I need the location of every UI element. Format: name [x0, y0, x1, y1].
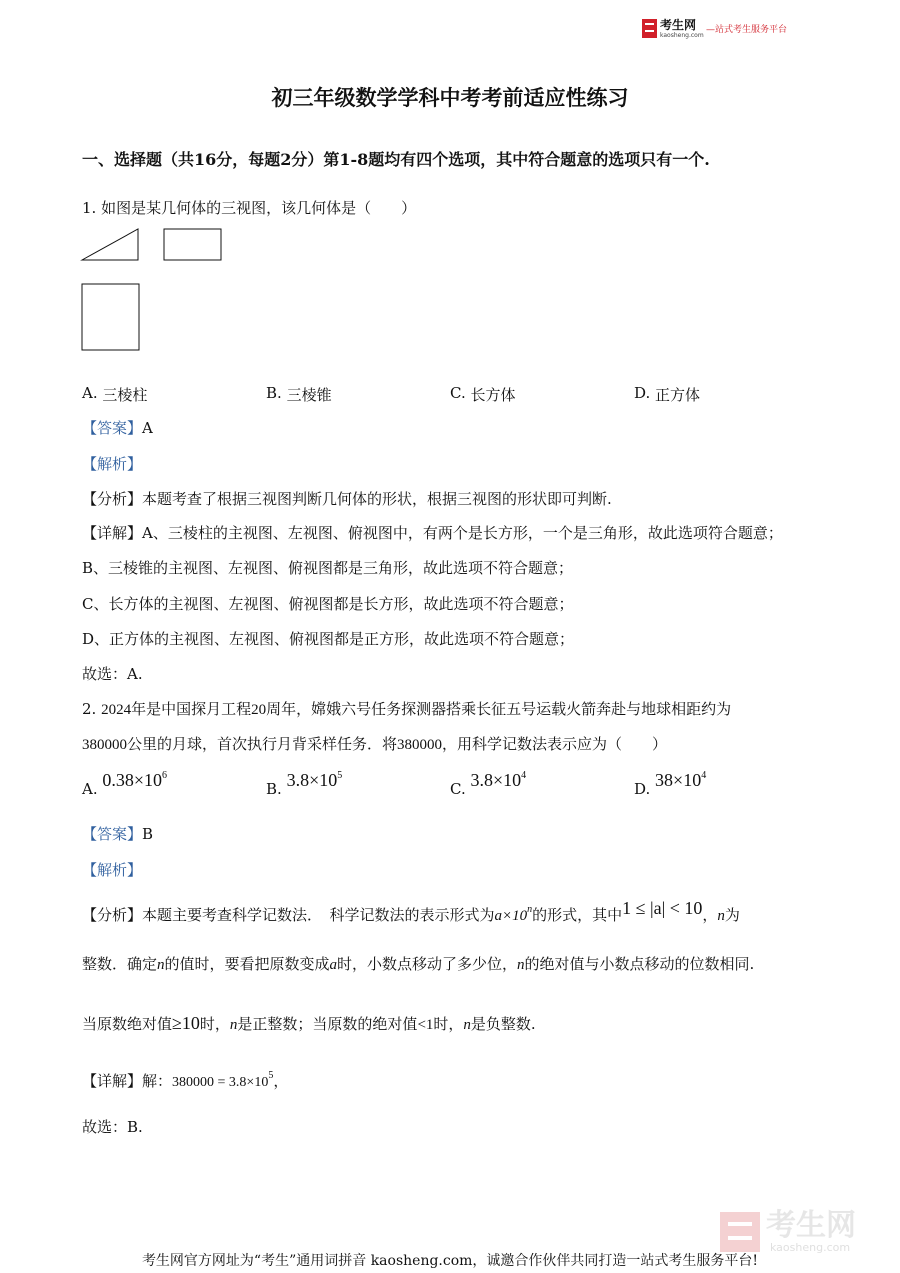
q1-line-d: D、正方体的主视图、左视图、俯视图都是正方形，故此选项不符合题意； — [82, 630, 575, 648]
option-label: A. — [82, 780, 98, 798]
q2-text: 年是中国探月工程 — [131, 700, 252, 718]
fenxi-text: 当原数绝对值 — [82, 1015, 173, 1033]
top-view-square — [82, 284, 139, 350]
header-brand-url: kaosheng.com — [660, 32, 704, 39]
q1-option-c — [450, 383, 516, 403]
fenxi-text: 本题考查了根据三视图判断几何体的形状，根据三视图的形状即可判断. — [142, 490, 612, 508]
fenxi-text: ， — [702, 906, 718, 924]
q2-number: 2. — [82, 700, 97, 718]
fenxi-n: n — [229, 1017, 238, 1033]
option-value: $38\times 10^4$ — [655, 770, 707, 790]
option-label: B. — [266, 384, 282, 402]
q2-option-b — [266, 770, 343, 798]
q2-stem-line2 — [82, 734, 667, 755]
xiangjie-text: ， — [273, 1072, 289, 1090]
answer-value: B — [142, 825, 154, 843]
fenxi-tag: 【分析】 — [82, 906, 143, 924]
fenxi-text: 时， — [433, 1015, 464, 1033]
option-value: $3.8\times 10^4$ — [470, 770, 527, 790]
q2-stem-line1 — [82, 699, 731, 720]
q1-conclusion: 故选：A. — [82, 665, 143, 683]
xiangjie-tag: 【详解】 — [82, 1072, 143, 1090]
option-label: D. — [634, 780, 651, 798]
q2-answer — [82, 824, 153, 844]
three-view-figure — [80, 226, 225, 354]
fenxi-a: a — [329, 957, 338, 973]
xiangjie-equation: $380000 = 3.8\times 10^5$ — [172, 1070, 274, 1090]
watermark-logo-icon — [720, 1212, 760, 1252]
fenxi-tag: 【分析】 — [82, 490, 143, 508]
header-brand-name: 考生网 — [660, 18, 697, 32]
q1-option-a — [82, 383, 147, 403]
fenxi-n: n — [463, 1017, 471, 1033]
fenxi-text: 的值时，要看把原数变成 — [164, 955, 330, 973]
fenxi-range: 1 ≤ |a| < 10 — [622, 898, 703, 918]
fenxi-text: 是正整数；当原数的绝对值 — [237, 1015, 418, 1033]
q1-analysis-tag: 【解析】 — [82, 455, 143, 473]
q2-analysis-tag: 【解析】 — [82, 861, 143, 879]
q2-fenxi-line2 — [82, 954, 754, 975]
fenxi-text: 本题主要考查科学记数法． 科学记数法的表示形式为 — [142, 906, 495, 924]
option-label: C. — [450, 780, 466, 798]
q1-line-c: C、长方体的主视图、左视图、俯视图都是长方形，故此选项不符合题意； — [82, 595, 574, 613]
answer-tag: 【答案】 — [82, 419, 143, 437]
xiangjie-tag: 【详解】 — [82, 524, 143, 542]
fenxi-formula: $a\times 10^n$ — [494, 904, 533, 924]
answer-value: A — [142, 419, 153, 437]
page-title: 初三年级数学学科中考考前适应性练习 — [271, 85, 629, 110]
fenxi-text: 是负整数. — [470, 1015, 536, 1033]
q1-option-d — [634, 383, 700, 403]
header-slogan: —站式考生服务平台 — [706, 25, 788, 35]
q1-line-b: B、三棱锥的主视图、左视图、俯视图都是三角形，故此选项不符合题意； — [82, 559, 574, 577]
option-label: A. — [82, 384, 98, 402]
page-footer: 考生网官方网址为“考生”通用词拼音 kaosheng.com，诚邀合作伙伴共同打造一站式考生服务平台! — [141, 1253, 759, 1269]
watermark-url: kaosheng.com — [770, 1241, 851, 1254]
q2-conclusion: 故选：B. — [82, 1118, 143, 1136]
section-heading: 一、选择题（共16分，每题2分）第1-8题均有四个选项，其中符合题意的选项只有一个. — [82, 150, 710, 169]
option-value: $3.8\times 10^5$ — [286, 770, 343, 790]
q2-fenxi-line3 — [82, 1013, 536, 1035]
q1-xiangjie — [82, 523, 783, 543]
q2-text: 公里的月球，首次执行月背采样任务．将 — [127, 735, 398, 753]
q2-option-c — [450, 770, 527, 798]
fenxi-lt1: <1 — [417, 1017, 434, 1033]
fenxi-text: 时， — [199, 1015, 230, 1033]
q1-stem: 1. 如图是某几何体的三视图，该几何体是（ ） — [82, 199, 417, 217]
q2-text: 周年，嫦娥六号任务探测器搭乘长征五号运载火箭奔赴与地球相距约为 — [266, 700, 732, 718]
fenxi-text: 为 — [724, 906, 740, 924]
option-label: C. — [450, 384, 466, 402]
q1-answer — [82, 418, 153, 438]
xiangjie-text: A、三棱柱的主视图、左视图、俯视图中，有两个是长方形，一个是三角形，故此选项符合题意； — [142, 524, 783, 542]
xiangjie-text: 解： — [142, 1072, 173, 1090]
option-text: 正方体 — [655, 386, 701, 404]
fenxi-ge10: ≥10 — [172, 1013, 200, 1033]
front-view-triangle — [82, 229, 138, 260]
option-value: $0.38\times 10^6$ — [102, 770, 168, 790]
fenxi-n: n — [157, 957, 165, 973]
q2-distance: 380000 — [82, 737, 127, 753]
q1-fenxi — [82, 489, 612, 509]
fenxi-text: 的绝对值与小数点移动的位数相同. — [524, 955, 755, 973]
option-label: B. — [266, 780, 282, 798]
q2-text: ，用科学记数法表示应为（ ） — [442, 735, 668, 753]
q2-distance: 380000 — [397, 737, 443, 753]
q2-fenxi-line1 — [82, 898, 740, 926]
q2-xiangjie — [82, 1071, 288, 1093]
brand-logo-icon — [642, 19, 657, 38]
fenxi-n: n — [517, 957, 525, 973]
fenxi-text: 的形式，其中 — [532, 906, 623, 924]
fenxi-text: 时，小数点移动了多少位， — [337, 955, 518, 973]
q1-option-b — [266, 383, 332, 403]
option-text: 三棱锥 — [286, 386, 332, 404]
option-text: 三棱柱 — [102, 386, 148, 404]
option-text: 长方体 — [470, 386, 516, 404]
watermark-brand: 考生网 — [766, 1208, 856, 1243]
answer-tag: 【答案】 — [82, 825, 143, 843]
q2-year: 2024 — [101, 702, 132, 718]
q2-option-a — [82, 770, 168, 798]
fenxi-n: n — [717, 908, 725, 924]
fenxi-text: 整数．确定 — [82, 955, 158, 973]
q2-option-d — [634, 770, 707, 798]
q2-num20: 20 — [251, 702, 267, 718]
option-label: D. — [634, 384, 651, 402]
side-view-rectangle — [164, 229, 221, 260]
